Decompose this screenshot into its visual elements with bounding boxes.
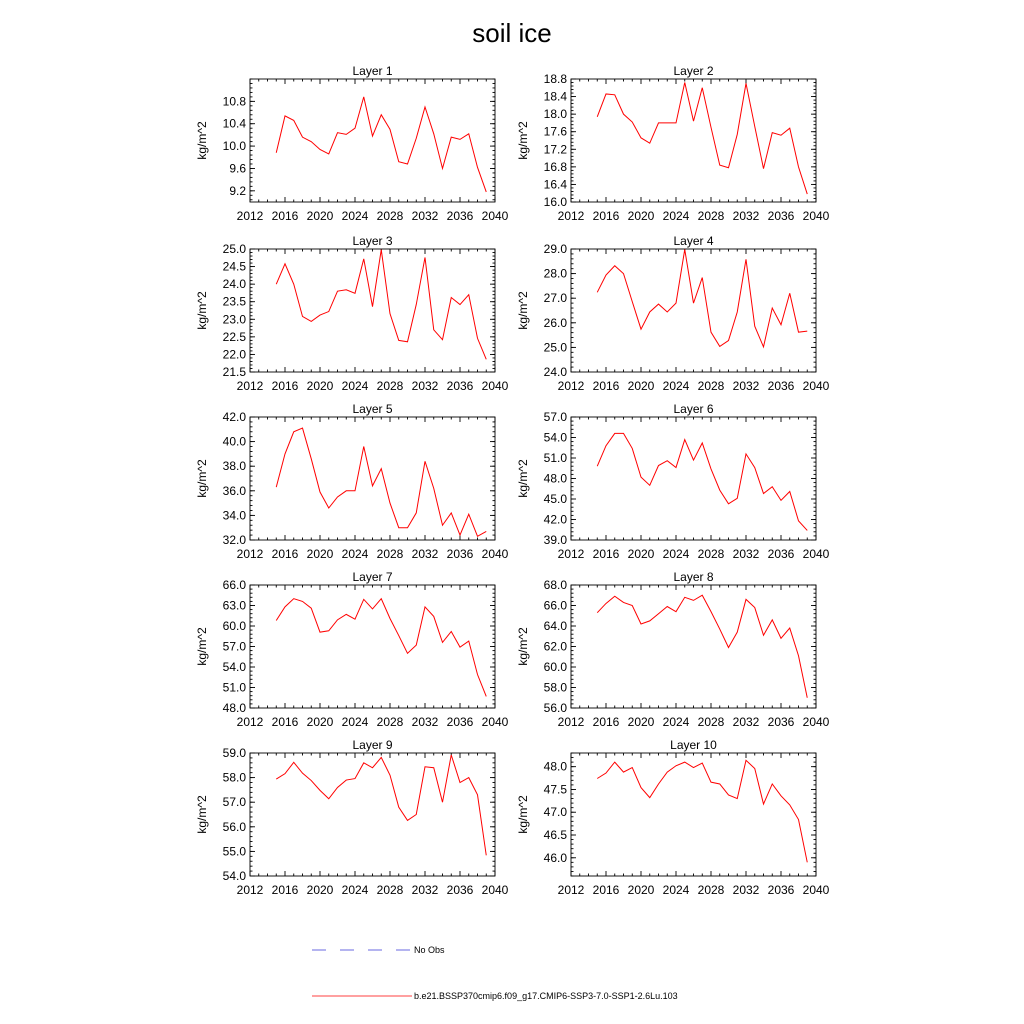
layer-6-y-tick-label: 45.0 (543, 492, 567, 506)
layer-5-y-tick-label: 40.0 (222, 434, 246, 449)
layer-3-y-tick-label: 24.0 (222, 277, 246, 292)
layer-6-x-tick-label: 2012 (557, 547, 585, 561)
layer-4-x-tick-label: 2012 (557, 379, 585, 393)
layer-7-x-tick-label: 2024 (341, 715, 369, 729)
layer-7-y-tick-label: 63.0 (222, 598, 246, 613)
layer-6-x-tick-label: 2032 (732, 547, 760, 561)
layer-9-x-tick-label: 2020 (306, 883, 334, 897)
layer-8-x-tick-label: 2040 (802, 715, 830, 729)
layer-2-x-tick-label: 2028 (697, 209, 725, 223)
layer-9-x-tick-label: 2024 (341, 883, 369, 897)
layer-10-y-tick-label: 47.5 (543, 782, 567, 797)
layer-3-y-tick-label: 22.5 (222, 329, 246, 344)
layer-1-x-tick-label: 2032 (411, 209, 439, 223)
layer-1-y-axis-label: kg/m^2 (195, 121, 209, 160)
layer-4-y-axis-label: kg/m^2 (516, 291, 530, 330)
layer-10-y-tick-label: 47.0 (543, 805, 567, 820)
layer-6-y-tick-label: 54.0 (543, 430, 567, 445)
layer-6-y-tick-label: 39.0 (543, 533, 567, 547)
layer-3-title: Layer 3 (352, 234, 393, 248)
layer-4-y-tick-label: 29.0 (543, 242, 567, 256)
layer-7-y-tick-label: 51.0 (222, 680, 246, 695)
layer-7-x-tick-label: 2036 (446, 715, 474, 729)
layer-6-y-tick-label: 51.0 (543, 451, 567, 465)
layer-4-x-tick-label: 2040 (802, 379, 830, 393)
layer-7-x-tick-label: 2040 (481, 715, 509, 729)
layer-10-x-tick-label: 2028 (697, 883, 725, 897)
layer-1-x-tick-label: 2024 (341, 209, 369, 223)
layer-9-x-tick-label: 2016 (271, 883, 299, 897)
layer-5-x-tick-label: 2036 (446, 547, 474, 561)
layer-10-title: Layer 10 (670, 738, 717, 752)
layer-2-x-tick-label: 2036 (767, 209, 795, 223)
layer-10-x-tick-label: 2020 (627, 883, 655, 897)
layer-8-title: Layer 8 (673, 570, 714, 584)
layer-3-x-tick-label: 2016 (271, 379, 299, 393)
layer-9-x-tick-label: 2032 (411, 883, 439, 897)
layer-1-y-tick-label: 10.0 (222, 139, 246, 154)
layer-10-y-tick-label: 46.5 (543, 828, 567, 842)
layer-6-x-tick-label: 2016 (592, 547, 620, 561)
layer-9-y-tick-label: 54.0 (222, 869, 246, 883)
layer-2-y-tick-label: 16.8 (543, 159, 567, 174)
layer-3-x-tick-label: 2032 (411, 379, 439, 393)
layer-5-y-tick-label: 34.0 (222, 508, 246, 523)
layer-2-y-tick-label: 18.8 (543, 72, 567, 86)
layer-9-x-tick-label: 2036 (446, 883, 474, 897)
layer-1-title: Layer 1 (352, 64, 393, 78)
layer-9-x-tick-label: 2012 (236, 883, 264, 897)
layer-1-y-tick-label: 9.2 (229, 183, 246, 198)
layer-6-x-tick-label: 2040 (802, 547, 830, 561)
layer-2-x-tick-label: 2040 (802, 209, 830, 223)
layer-1-x-tick-label: 2012 (236, 209, 264, 223)
layer-1-x-tick-label: 2020 (306, 209, 334, 223)
legend-no-obs-label: No Obs (414, 945, 445, 955)
layer-9-y-tick-label: 58.0 (222, 770, 246, 785)
layer-10-y-tick-label: 48.0 (543, 759, 567, 774)
layer-8-x-tick-label: 2028 (697, 715, 725, 729)
main-title: soil ice (472, 18, 552, 48)
layer-5-x-tick-label: 2032 (411, 547, 439, 561)
layer-7-title: Layer 7 (352, 570, 393, 584)
layer-10-y-tick-label: 46.0 (543, 850, 567, 865)
layer-6-title: Layer 6 (673, 402, 714, 416)
layer-8-y-axis-label: kg/m^2 (516, 627, 530, 666)
layer-1-x-tick-label: 2036 (446, 209, 474, 223)
layer-3-y-axis-label: kg/m^2 (195, 291, 209, 330)
layer-5-y-tick-label: 38.0 (222, 459, 246, 474)
layer-7-x-tick-label: 2028 (376, 715, 404, 729)
layer-2-y-tick-label: 18.0 (543, 107, 567, 122)
layer-3-x-tick-label: 2024 (341, 379, 369, 393)
layer-4-y-tick-label: 27.0 (543, 291, 567, 306)
layer-5-x-tick-label: 2012 (236, 547, 264, 561)
layer-4-y-tick-label: 26.0 (543, 315, 567, 330)
layer-9-y-tick-label: 56.0 (222, 819, 246, 834)
layer-10-x-tick-label: 2036 (767, 883, 795, 897)
layer-3-y-tick-label: 25.0 (222, 242, 246, 256)
layer-6-y-tick-label: 48.0 (543, 471, 567, 486)
layer-3-x-tick-label: 2012 (236, 379, 264, 393)
layer-7-y-axis-label: kg/m^2 (195, 627, 209, 666)
layer-2-y-tick-label: 18.4 (543, 89, 567, 104)
layer-4-x-tick-label: 2020 (627, 379, 655, 393)
layer-8-y-tick-label: 58.0 (543, 680, 567, 695)
layer-4-x-tick-label: 2036 (767, 379, 795, 393)
layer-4-y-tick-label: 24.0 (543, 365, 567, 379)
layer-8-y-tick-label: 56.0 (543, 701, 567, 715)
layer-3-y-tick-label: 22.0 (222, 347, 246, 362)
layer-9-y-tick-label: 57.0 (222, 795, 246, 810)
layer-4-x-tick-label: 2016 (592, 379, 620, 393)
layer-5-y-tick-label: 42.0 (222, 410, 246, 424)
layer-2-y-tick-label: 16.0 (543, 195, 567, 209)
layer-3-y-tick-label: 21.5 (222, 365, 246, 379)
layer-7-y-tick-label: 60.0 (222, 619, 246, 633)
layer-4-y-tick-label: 28.0 (543, 266, 567, 281)
layer-3-x-tick-label: 2020 (306, 379, 334, 393)
layer-1-x-tick-label: 2028 (376, 209, 404, 223)
layer-9-y-axis-label: kg/m^2 (195, 795, 209, 834)
layer-6-y-axis-label: kg/m^2 (516, 459, 530, 498)
layer-7-x-tick-label: 2020 (306, 715, 334, 729)
layer-6-y-tick-label: 42.0 (543, 512, 567, 527)
layer-4-x-tick-label: 2028 (697, 379, 725, 393)
layer-8-y-tick-label: 68.0 (543, 578, 567, 592)
layer-9-x-tick-label: 2040 (481, 883, 509, 897)
layer-7-y-tick-label: 57.0 (222, 639, 246, 654)
layer-3-y-tick-label: 23.0 (222, 312, 246, 327)
layer-8-x-tick-label: 2032 (732, 715, 760, 729)
layer-8-y-tick-label: 64.0 (543, 619, 567, 633)
layer-1-y-tick-label: 9.6 (229, 161, 246, 176)
layer-8-x-tick-label: 2020 (627, 715, 655, 729)
layer-2-y-tick-label: 17.2 (543, 142, 567, 157)
layer-9-x-tick-label: 2028 (376, 883, 404, 897)
layer-4-x-tick-label: 2032 (732, 379, 760, 393)
layer-2-y-axis-label: kg/m^2 (516, 121, 530, 160)
layer-9-title: Layer 9 (352, 738, 393, 752)
layer-7-x-tick-label: 2032 (411, 715, 439, 729)
layer-10-x-tick-label: 2024 (662, 883, 690, 897)
layer-2-x-tick-label: 2020 (627, 209, 655, 223)
layer-10-y-axis-label: kg/m^2 (516, 795, 530, 834)
layer-5-title: Layer 5 (352, 402, 393, 416)
layer-7-x-tick-label: 2016 (271, 715, 299, 729)
layer-10-x-tick-label: 2032 (732, 883, 760, 897)
layer-10-x-tick-label: 2040 (802, 883, 830, 897)
layer-5-x-tick-label: 2020 (306, 547, 334, 561)
layer-6-x-tick-label: 2020 (627, 547, 655, 561)
layer-1-y-tick-label: 10.4 (222, 116, 246, 131)
layer-3-y-tick-label: 24.5 (222, 259, 246, 274)
layer-7-y-tick-label: 66.0 (222, 578, 246, 592)
layer-8-x-tick-label: 2016 (592, 715, 620, 729)
layer-7-y-tick-label: 48.0 (222, 701, 246, 715)
layer-2-x-tick-label: 2012 (557, 209, 585, 223)
layer-8-x-tick-label: 2024 (662, 715, 690, 729)
layer-7-x-tick-label: 2012 (236, 715, 264, 729)
layer-8-y-tick-label: 62.0 (543, 639, 567, 654)
layer-8-x-tick-label: 2036 (767, 715, 795, 729)
layer-2-x-tick-label: 2016 (592, 209, 620, 223)
layer-2-y-tick-label: 17.6 (543, 124, 567, 139)
layer-2-title: Layer 2 (673, 64, 714, 78)
layer-8-y-tick-label: 60.0 (543, 660, 567, 674)
layer-5-x-tick-label: 2040 (481, 547, 509, 561)
layer-5-y-tick-label: 32.0 (222, 533, 246, 547)
layer-7-y-tick-label: 54.0 (222, 660, 246, 674)
layer-8-x-tick-label: 2012 (557, 715, 585, 729)
layer-3-x-tick-label: 2036 (446, 379, 474, 393)
layer-6-x-tick-label: 2024 (662, 547, 690, 561)
layer-9-y-tick-label: 59.0 (222, 746, 246, 760)
layer-2-x-tick-label: 2032 (732, 209, 760, 223)
layer-2-y-tick-label: 16.4 (543, 177, 567, 192)
layer-10-x-tick-label: 2016 (592, 883, 620, 897)
legend-model-label: b.e21.BSSP370cmip6.f09_g17.CMIP6-SSP3-7.0-SSP1-2.6Lu.103 (414, 991, 678, 1001)
layer-8-y-tick-label: 66.0 (543, 598, 567, 613)
layer-6-x-tick-label: 2028 (697, 547, 725, 561)
layer-3-y-tick-label: 23.5 (222, 294, 246, 309)
layer-1-y-tick-label: 10.8 (222, 94, 246, 109)
layer-5-x-tick-label: 2024 (341, 547, 369, 561)
layer-1-x-tick-label: 2040 (481, 209, 509, 223)
layer-9-y-tick-label: 55.0 (222, 844, 246, 859)
layer-5-y-tick-label: 36.0 (222, 483, 246, 498)
layer-10-x-tick-label: 2012 (557, 883, 585, 897)
layer-6-x-tick-label: 2036 (767, 547, 795, 561)
layer-5-y-axis-label: kg/m^2 (195, 459, 209, 498)
layer-4-y-tick-label: 25.0 (543, 340, 567, 355)
layer-1-x-tick-label: 2016 (271, 209, 299, 223)
layer-6-y-tick-label: 57.0 (543, 410, 567, 424)
layer-4-title: Layer 4 (673, 234, 714, 248)
layer-5-x-tick-label: 2016 (271, 547, 299, 561)
layer-2-x-tick-label: 2024 (662, 209, 690, 223)
layer-5-x-tick-label: 2028 (376, 547, 404, 561)
layer-3-x-tick-label: 2028 (376, 379, 404, 393)
layer-3-x-tick-label: 2040 (481, 379, 509, 393)
layer-4-x-tick-label: 2024 (662, 379, 690, 393)
